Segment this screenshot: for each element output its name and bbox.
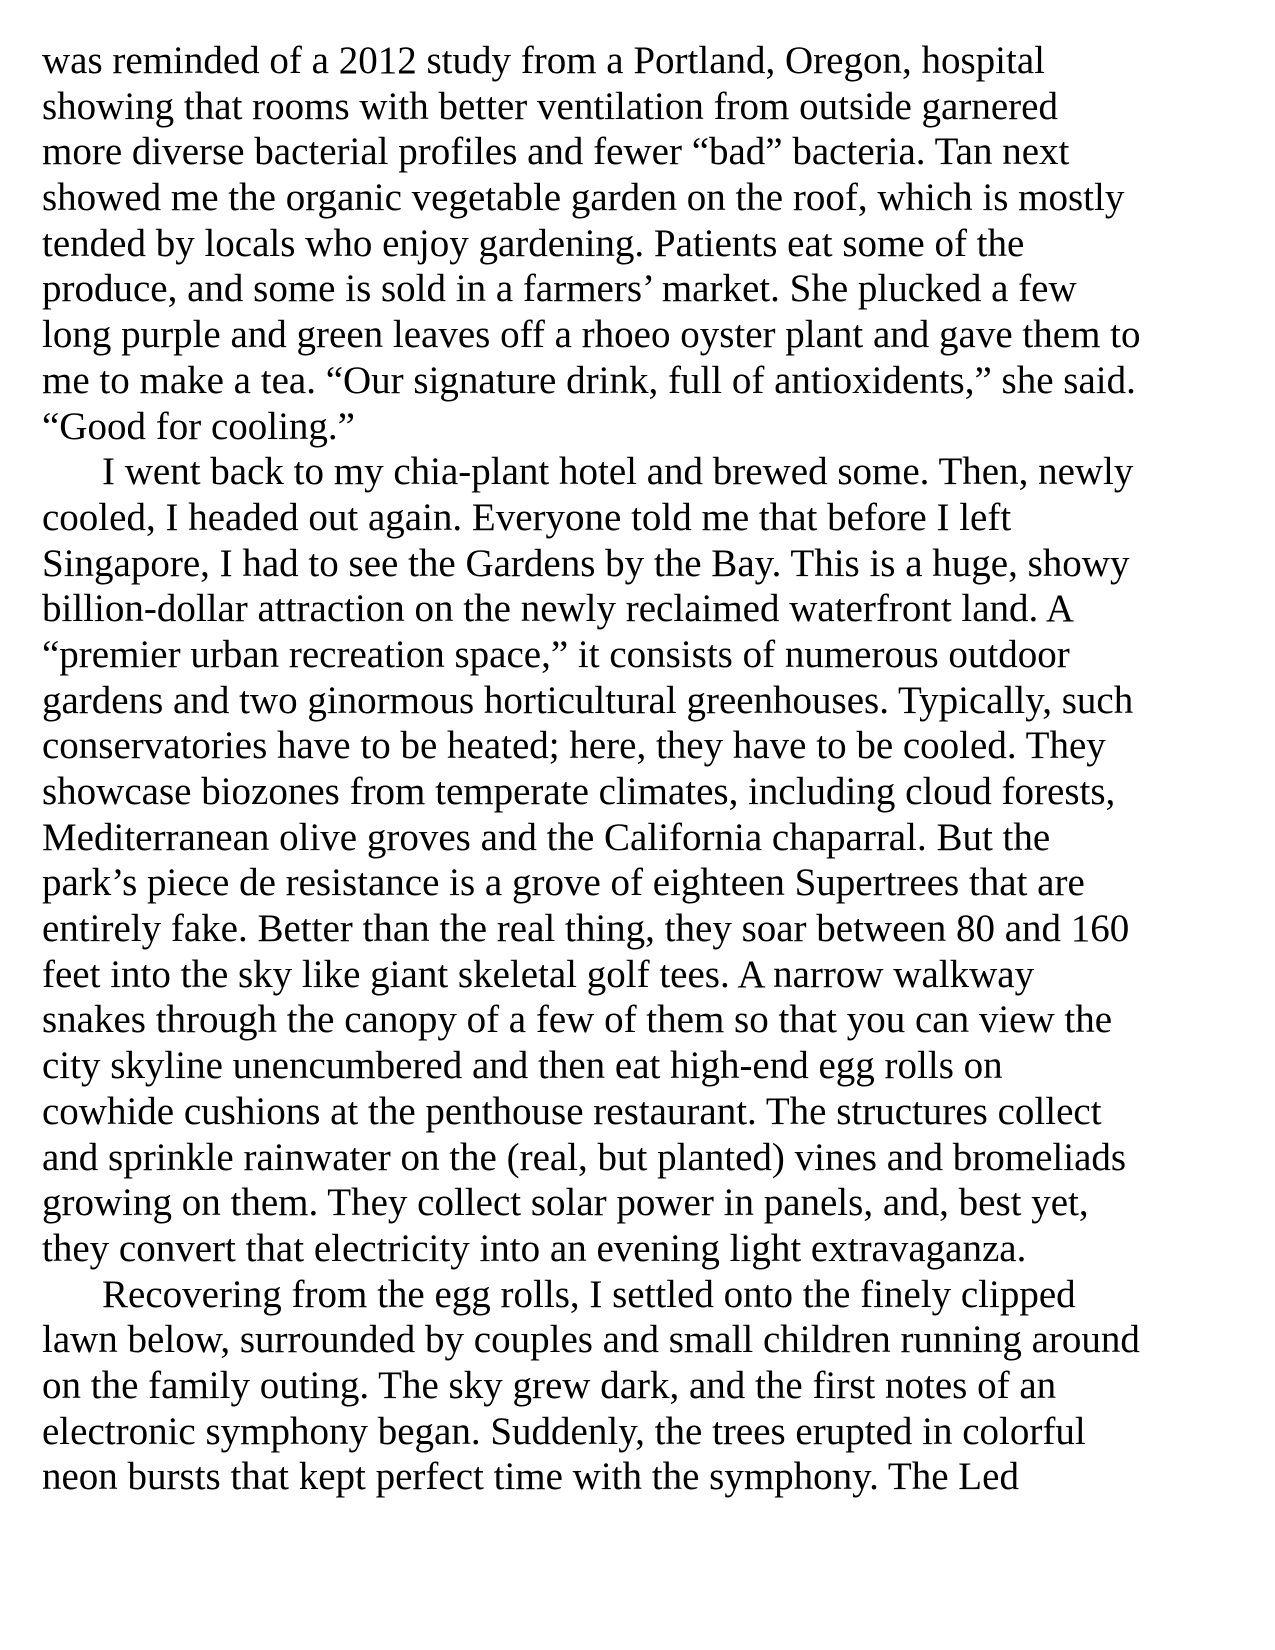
text-line: conservatories have to be heated; here, they have to be cooled. They xyxy=(42,724,1106,768)
text-line: cowhide cushions at the penthouse restaurant. The structures collect xyxy=(42,1089,1102,1133)
text-line: showing that rooms with better ventilation from outside garnered xyxy=(42,84,1058,128)
text-line: gardens and two ginormous horticultural greenhouses. Typically, such xyxy=(42,678,1134,722)
text-line: Singapore, I had to see the Gardens by the Bay. This is a huge, showy xyxy=(42,541,1130,585)
text-line: growing on them. They collect solar power in panels, and, best yet, xyxy=(42,1181,1089,1225)
text-line: showcase biozones from temperate climates, including cloud forests, xyxy=(42,770,1116,813)
text-line: long purple and green leaves off a rhoeo oyster plant and gave them to xyxy=(42,313,1141,357)
document-page xyxy=(42,38,1237,1500)
text-line: was reminded of a 2012 study from a Portland, Oregon, hospital xyxy=(42,39,1045,82)
text-line: tended by locals who enjoy gardening. Patients eat some of the xyxy=(42,221,1025,265)
text-line: more diverse bacterial profiles and fewer “bad” bacteria. Tan next xyxy=(42,130,1070,174)
text-line: city skyline unencumbered and then eat high-end egg rolls on xyxy=(42,1044,1003,1088)
text-line: showed me the organic vegetable garden on the roof, which is mostly xyxy=(42,176,1125,220)
text-line: on the family outing. The sky grew dark, and the first notes of an xyxy=(42,1363,1057,1407)
text-line: electronic symphony began. Suddenly, the trees erupted in colorful xyxy=(42,1409,1086,1453)
text-line: cooled, I headed out again. Everyone told me that before I left xyxy=(42,495,1012,539)
text-line: lawn below, surrounded by couples and small children running around xyxy=(42,1318,1140,1362)
text-line: park’s piece de resistance is a grove of eighteen Supertrees that are xyxy=(42,861,1085,905)
text-line: entirely fake. Better than the real thing, they soar between 80 and 160 xyxy=(42,907,1130,951)
text-line: neon bursts that kept perfect time with the symphony. The Led xyxy=(42,1455,1019,1499)
text-line: produce, and some is sold in a farmers’ market. She plucked a few xyxy=(42,267,1077,311)
text-line: I went back to my chia-plant hotel and brewed some. Then, newly xyxy=(102,450,1134,494)
text-line: “premier urban recreation space,” it consists of numerous outdoor xyxy=(42,632,1070,676)
text-line: Recovering from the egg rolls, I settled onto the finely clipped xyxy=(102,1272,1076,1316)
text-line: “Good for cooling.” xyxy=(42,404,355,448)
text-line: Mediterranean olive groves and the California chaparral. But the xyxy=(42,815,1051,859)
text-line: billion-dollar attraction on the newly reclaimed waterfront land. A xyxy=(42,587,1075,631)
text-line: and sprinkle rainwater on the (real, but planted) vines and bromeliads xyxy=(42,1135,1127,1179)
text-line: snakes through the canopy of a few of them so that you can view the xyxy=(42,998,1113,1042)
text-line: they convert that electricity into an evening light extravaganza. xyxy=(42,1226,1027,1270)
text-line: me to make a tea. “Our signature drink, full of antioxidents,” she said. xyxy=(42,358,1136,402)
text-line: feet into the sky like giant skeletal golf tees. A narrow walkway xyxy=(42,952,1035,996)
